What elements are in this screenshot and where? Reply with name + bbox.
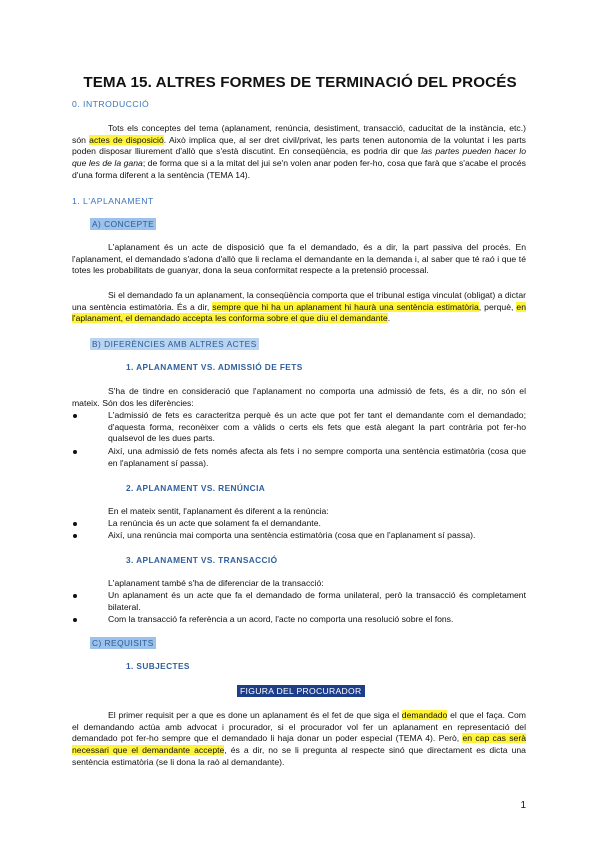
text-run: ; de forma que si a la mitat del jui se'n volen anar poden fer-ho, cosa que farà que s'acabe el procés d'una forma diferent a la sentència (TEMA 14).	[72, 158, 526, 180]
paragraph-admissio-intro	[72, 386, 526, 409]
page-title: TEMA 15. ALTRES FORMES DE TERMINACIÓ DEL PROCÉS	[83, 74, 517, 91]
list-item-text: Un aplanament és un acte que fa el demandado de forma unilateral, però la transacció és completament bilateral.	[108, 590, 526, 612]
heading-admissio-fets: 1. APLANAMENT VS. ADMISSIÓ DE FETS	[126, 362, 303, 372]
figure-label: FIGURA DEL PROCURADOR	[237, 685, 365, 697]
page-number: 1	[520, 800, 526, 811]
bullet-icon	[73, 522, 77, 526]
highlight-actes-disposicio: actes de disposició	[89, 134, 164, 145]
text-run: S'ha de tindre en consideració que l'aplanament no comporta una admissió de fets, és a dir, no són el mateix. Són dos les diferències:	[72, 386, 526, 408]
subsection-concepte	[90, 219, 156, 229]
list-item	[90, 446, 526, 469]
paragraph-requisit	[72, 710, 526, 769]
section-introduccio: 0. INTRODUCCIÓ	[72, 99, 150, 109]
subsection-requisits-label: C) REQUISITS	[92, 638, 154, 648]
italic-quote: las partes pueden hacer lo que les de la gana	[72, 146, 526, 169]
heading-transaccio: 3. APLANAMENT VS. TRANSACCIÓ	[126, 555, 278, 565]
highlight-demandado: demandado	[401, 710, 448, 720]
text-run: . Això implica que, al ser dret civil/privat, les parts tenen autonomia de la voluntat i les parts poden disposar lliurement d'allò que s'està discutint. En conseqüència, es podria dir que	[72, 134, 526, 157]
paragraph-concepte-2	[72, 290, 526, 325]
text-run: L'aplanament també s'ha de diferenciar de la transacció:	[108, 578, 324, 588]
text-run: , perquè,	[478, 301, 517, 312]
heading-subjectes: 1. SUBJECTES	[126, 661, 190, 671]
paragraph-concepte-1	[72, 242, 526, 277]
list-item	[90, 614, 526, 626]
text-run: el que el faça. Com el demandando actúa amb advocat i procurador, si el procurador vol fer un aplanament en representació del demandado pot fer-ho sempre que el demandado li haja donar un poder especial (TEMA 4). Però,	[72, 710, 526, 744]
highlight-sentencia-estimatoria: sempre que hi ha un aplanament hi haurà una sentència estimatòria	[212, 301, 479, 312]
text-run: En el mateix sentit, l'aplanament és diferent a la renúncia:	[108, 506, 329, 516]
bullet-icon	[73, 594, 77, 598]
subsection-diferencies	[90, 339, 259, 349]
paragraph-introduccio	[72, 123, 526, 182]
list-item-text: La renúncia és un acte que solament fa el demandante.	[108, 518, 321, 528]
text-run: Si el demandado fa un aplanament, la conseqüència comporta que el tribunal estiga vinculat (obligat) a dictar una sentència estimatòria. És a dir,	[72, 290, 526, 312]
highlight-no-accepte: en cap cas serà necessari que el demandante accepte	[72, 733, 526, 756]
list-item-text: L'admissió de fets es caracteritza perquè és un acte que pot fer tant el demandante com el demandado; d'aquesta forma, reconèixer com a vàlids o certs els fets que està alegant la part contrària pot fer-ho qualsevol de les dues parts.	[108, 410, 526, 444]
subsection-diferencies-label: B) DIFERÈNCIES AMB ALTRES ACTES	[92, 339, 257, 349]
paragraph-renuncia-intro	[72, 506, 526, 518]
bullet-icon	[73, 414, 77, 418]
text-run: , és a dir, no se li pregunta al respecte sinó que directament es dicta una sentència estimatòria (se li dona la raò al demandante).	[72, 745, 526, 767]
bullet-icon	[73, 450, 77, 454]
list-item	[90, 530, 526, 542]
text-run: El primer requisit per a que es done un aplanament és el fet de que siga el	[108, 710, 402, 720]
list-item-text: Com la transacció fa referència a un acord, l'acte no comporta una resolució sobre el fons.	[108, 614, 454, 624]
list-item-text: Així, una admissió de fets només afecta als fets i no sempre comporta una sentència estimatòria (cosa que en l'aplanament sí passa).	[108, 446, 526, 468]
text-run: L'aplanament és un acte de disposició que fa el demandado, és a dir, la part passiva del procés. En l'aplanament, el demandado s'adona d'allò que li reclama el demandante en la demanda i, al saber que té raó i que té totes les probabilitats de guanyar, dona la seua conformitat respecte a la pretensió processal.	[72, 242, 526, 276]
list-item	[90, 518, 526, 530]
heading-renuncia: 2. APLANAMENT VS. RENÚNCIA	[126, 483, 266, 493]
list-item-text: Així, una renúncia mai comporta una sentència estimatòria (cosa que en l'aplanament sí passa).	[108, 530, 476, 540]
text-run: .	[387, 313, 391, 324]
text-run: Tots els conceptes del tema (aplanament, renúncia, desistiment, transacció, caducitat de la instància, etc.) són	[72, 123, 526, 145]
bullet-icon	[73, 618, 77, 622]
highlight-accepta: en l'aplanament, el demandado accepta les conforma sobre el que diu el demandante	[72, 301, 527, 324]
list-item	[90, 410, 526, 445]
bullet-icon	[73, 534, 77, 538]
subsection-concepte-label: A) CONCEPTE	[92, 219, 155, 229]
subsection-requisits	[90, 638, 156, 648]
list-item	[90, 590, 526, 613]
section-aplanament: 1. L'APLANAMENT	[72, 196, 154, 206]
paragraph-transaccio-intro	[72, 578, 526, 590]
